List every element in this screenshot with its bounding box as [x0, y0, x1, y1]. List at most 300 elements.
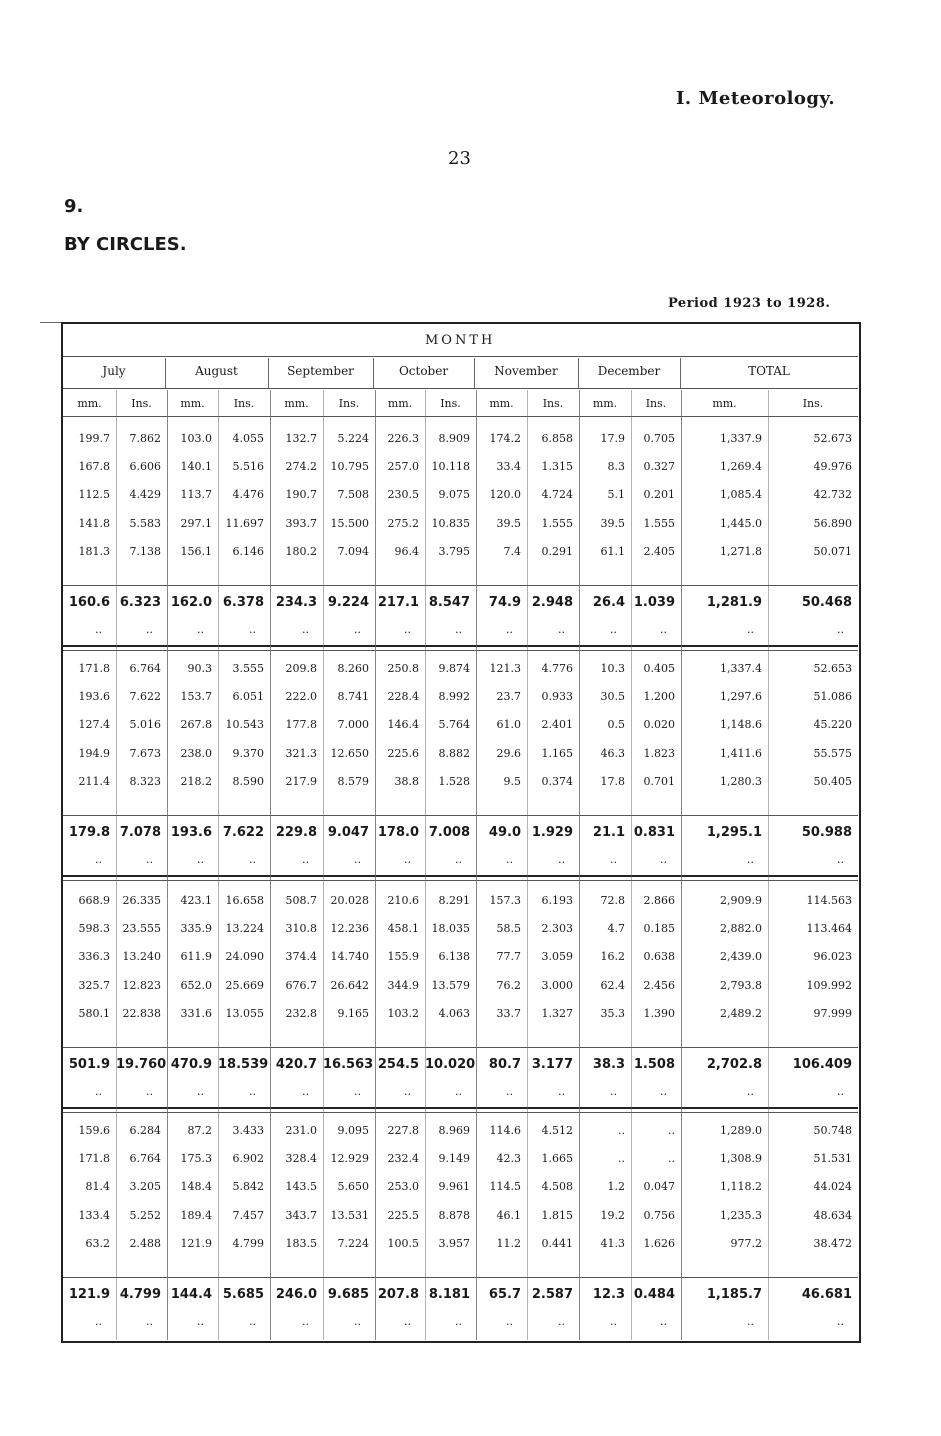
table-cell-g0r0c8: 174.2 — [489, 432, 521, 445]
table-cell-g1r4c12: 1,280.3 — [720, 774, 762, 788]
table-cell-g1r1c12: 1,297.6 — [720, 690, 762, 704]
table-cell-g3r0c7: 8.969 — [438, 1124, 470, 1137]
mean-cell-g2c0: 501.9 — [68, 1057, 110, 1072]
table-cell-g2r0c6: 210.6 — [387, 894, 419, 907]
mean-cell-g0c6: 217.1 — [377, 595, 419, 610]
table-cell-g1r4c4: 217.9 — [285, 774, 317, 788]
mean-cell-g3c5: 9.685 — [327, 1287, 369, 1302]
table-cell-g1r1c2: 153.7 — [180, 690, 212, 704]
dots-cell-g3c6: .. — [404, 1315, 411, 1328]
table-cell-g2r3c1: 12.823 — [122, 978, 161, 992]
table-cell-g2r4c12: 2,489.2 — [720, 1006, 762, 1020]
table-cell-g0r4c0: 181.3 — [78, 544, 110, 558]
table-cell-g3r1c12: 1,308.9 — [720, 1152, 762, 1166]
month-header-4: November — [494, 364, 558, 378]
table-cell-g2r3c2: 652.0 — [180, 978, 212, 992]
unit-header-6: mm. — [387, 397, 413, 410]
dots-cell-g0c3: .. — [249, 623, 256, 636]
mean-cell-g3c13: 46.681 — [801, 1287, 852, 1302]
mean-cell-g1c10: 21.1 — [592, 825, 625, 840]
table-cell-g2r2c3: 24.090 — [225, 950, 264, 964]
table-cell-g1r0c0: 171.8 — [78, 662, 110, 675]
table-cell-g3r1c1: 6.764 — [129, 1152, 161, 1166]
table-cell-g0r3c8: 39.5 — [496, 516, 521, 530]
mean-cell-g2c12: 2,702.8 — [706, 1057, 762, 1072]
dots-cell-g2c3: .. — [249, 1085, 256, 1098]
dots-cell-g3c10: .. — [610, 1315, 617, 1328]
table-cell-g0r3c11: 1.555 — [643, 516, 675, 530]
mean-cell-g1c7: 7.008 — [428, 825, 470, 840]
header-rule — [63, 388, 858, 389]
mean-cell-g1c6: 178.0 — [377, 825, 419, 840]
table-cell-g2r4c2: 331.6 — [180, 1006, 212, 1020]
table-cell-g0r2c0: 112.5 — [78, 488, 110, 502]
column-rule — [527, 390, 528, 1340]
table-cell-g3r2c5: 5.650 — [337, 1180, 369, 1194]
table-cell-g2r1c6: 458.1 — [387, 922, 419, 936]
table-cell-g0r4c6: 96.4 — [394, 544, 419, 558]
table-cell-g0r1c8: 33.4 — [496, 460, 521, 474]
mean-cell-g0c7: 8.547 — [428, 595, 470, 610]
table-cell-g3r0c5: 9.095 — [337, 1124, 369, 1137]
table-cell-g2r3c3: 25.669 — [225, 978, 264, 992]
group-divider — [63, 875, 858, 877]
month-header-1: August — [195, 364, 238, 378]
table-cell-g2r2c8: 77.7 — [496, 950, 521, 964]
mean-cell-g3c3: 5.685 — [222, 1287, 264, 1302]
table-cell-g3r2c11: 0.047 — [643, 1180, 675, 1194]
dots-cell-g2c8: .. — [506, 1085, 513, 1098]
table-cell-g3r1c13: 51.531 — [813, 1152, 852, 1166]
table-cell-g3r4c9: 0.441 — [541, 1236, 573, 1250]
mean-cell-g1c5: 9.047 — [327, 825, 369, 840]
table-cell-g3r3c10: 19.2 — [600, 1208, 625, 1222]
table-cell-g1r2c6: 146.4 — [387, 718, 419, 732]
column-rule — [270, 390, 271, 1340]
table-cell-g0r4c2: 156.1 — [180, 544, 212, 558]
unit-header-4: mm. — [284, 397, 309, 410]
table-cell-g2r1c12: 2,882.0 — [720, 922, 762, 936]
table-cell-g3r1c10: .. — [618, 1152, 625, 1166]
dots-cell-g0c13: .. — [837, 623, 844, 636]
table-cell-g0r0c1: 7.862 — [129, 432, 161, 445]
table-cell-g2r4c13: 97.999 — [813, 1006, 852, 1020]
table-cell-g2r1c0: 598.3 — [78, 922, 110, 936]
table-cell-g1r2c5: 7.000 — [337, 718, 369, 732]
table-cell-g2r4c6: 103.2 — [387, 1006, 419, 1020]
table-cell-g3r3c0: 133.4 — [78, 1208, 110, 1222]
table-cell-g0r0c4: 132.7 — [285, 432, 317, 445]
table-cell-g1r1c3: 6.051 — [232, 690, 264, 704]
mean-cell-g3c4: 246.0 — [275, 1287, 317, 1302]
mean-cell-g1c8: 49.0 — [488, 825, 521, 840]
table-cell-g2r3c8: 76.2 — [496, 978, 521, 992]
table-cell-g3r2c13: 44.024 — [813, 1180, 852, 1194]
table-cell-g2r1c9: 2.303 — [541, 922, 573, 936]
table-cell-g2r0c10: 72.8 — [600, 894, 625, 907]
table-cell-g1r4c0: 211.4 — [78, 774, 110, 788]
table-cell-g1r3c10: 46.3 — [600, 746, 625, 760]
unit-header-2: mm. — [180, 397, 205, 410]
mean-cell-g0c4: 234.3 — [275, 595, 317, 610]
table-cell-g2r4c11: 1.390 — [643, 1006, 675, 1020]
dots-cell-g0c11: .. — [660, 623, 667, 636]
table-cell-g0r3c0: 141.8 — [78, 516, 110, 530]
table-cell-g2r0c2: 423.1 — [180, 894, 212, 907]
column-rule — [375, 390, 376, 1340]
month-divider — [474, 358, 475, 388]
dots-cell-g0c10: .. — [610, 623, 617, 636]
table-cell-g1r4c10: 17.8 — [600, 774, 625, 788]
table-cell-g2r2c12: 2,439.0 — [720, 950, 762, 964]
table-cell-g0r1c0: 167.8 — [78, 460, 110, 474]
table-cell-g3r3c13: 48.634 — [813, 1208, 852, 1222]
table-cell-g0r0c0: 199.7 — [78, 432, 110, 445]
table-cell-g1r1c9: 0.933 — [541, 690, 573, 704]
dots-cell-g0c2: .. — [197, 623, 204, 636]
dots-cell-g1c0: .. — [95, 853, 102, 866]
unit-header-11: Ins. — [645, 397, 667, 410]
column-rule — [768, 390, 769, 1340]
table-cell-g3r4c5: 7.224 — [337, 1236, 369, 1250]
table-cell-g2r2c5: 14.740 — [330, 950, 369, 964]
table-cell-g1r1c6: 228.4 — [387, 690, 419, 704]
table-cell-g2r1c13: 113.464 — [806, 922, 852, 936]
dots-cell-g2c7: .. — [455, 1085, 462, 1098]
table-cell-g0r0c2: 103.0 — [180, 432, 212, 445]
table-cell-g3r1c3: 6.902 — [232, 1152, 264, 1166]
dots-cell-g0c0: .. — [95, 623, 102, 636]
table-cell-g0r4c11: 2.405 — [643, 544, 675, 558]
table-cell-g3r3c2: 189.4 — [180, 1208, 212, 1222]
table-cell-g3r1c11: .. — [668, 1152, 675, 1166]
table-cell-g0r3c9: 1.555 — [541, 516, 573, 530]
table-cell-g2r3c10: 62.4 — [600, 978, 625, 992]
table-cell-g2r2c13: 96.023 — [813, 950, 852, 964]
table-cell-g1r4c11: 0.701 — [643, 774, 675, 788]
table-cell-g0r4c3: 6.146 — [232, 544, 264, 558]
table-cell-g2r3c7: 13.579 — [431, 978, 470, 992]
table-cell-g0r2c11: 0.201 — [643, 488, 675, 502]
dots-cell-g1c3: .. — [249, 853, 256, 866]
mean-cell-g1c4: 229.8 — [275, 825, 317, 840]
table-cell-g2r3c6: 344.9 — [387, 978, 419, 992]
mean-cell-g3c10: 12.3 — [592, 1287, 625, 1302]
table-cell-g2r2c7: 6.138 — [438, 950, 470, 964]
table-cell-g2r0c13: 114.563 — [806, 894, 852, 907]
table-cell-g2r1c2: 335.9 — [180, 922, 212, 936]
table-cell-g0r3c12: 1,445.0 — [720, 516, 762, 530]
table-cell-g2r1c3: 13.224 — [225, 922, 264, 936]
dots-cell-g1c7: .. — [455, 853, 462, 866]
mean-cell-g3c8: 65.7 — [488, 1287, 521, 1302]
table-cell-g0r3c4: 393.7 — [285, 516, 317, 530]
table-cell-g0r3c7: 10.835 — [431, 516, 470, 530]
table-cell-g3r3c7: 8.878 — [438, 1208, 470, 1222]
table-cell-g0r1c11: 0.327 — [643, 460, 675, 474]
table-cell-g1r3c13: 55.575 — [813, 746, 852, 760]
table-cell-g3r4c4: 183.5 — [285, 1236, 317, 1250]
mean-cell-g2c4: 420.7 — [275, 1057, 317, 1072]
table-cell-g0r3c13: 56.890 — [813, 516, 852, 530]
table-cell-g2r4c0: 580.1 — [78, 1006, 110, 1020]
table-cell-g2r1c5: 12.236 — [330, 922, 369, 936]
table-cell-g0r2c1: 4.429 — [129, 488, 161, 502]
table-cell-g0r1c13: 49.976 — [813, 460, 852, 474]
table-cell-g0r2c6: 230.5 — [387, 488, 419, 502]
table-cell-g1r0c2: 90.3 — [187, 662, 212, 675]
mean-cell-g3c9: 2.587 — [531, 1287, 573, 1302]
table-cell-g2r4c4: 232.8 — [285, 1006, 317, 1020]
table-cell-g3r4c1: 2.488 — [129, 1236, 161, 1250]
table-cell-g0r1c10: 8.3 — [607, 460, 625, 474]
table-cell-g1r1c13: 51.086 — [813, 690, 852, 704]
mean-separator — [63, 815, 858, 816]
table-cell-g2r2c9: 3.059 — [541, 950, 573, 964]
mean-cell-g0c5: 9.224 — [327, 595, 369, 610]
mean-cell-g1c11: 0.831 — [633, 825, 675, 840]
table-cell-g0r0c9: 6.858 — [541, 432, 573, 445]
dots-cell-g2c4: .. — [302, 1085, 309, 1098]
mean-cell-g2c7: 10.020 — [425, 1057, 476, 1072]
mean-cell-g1c9: 1.929 — [531, 825, 573, 840]
dots-cell-g1c1: .. — [146, 853, 153, 866]
table-cell-g3r4c3: 4.799 — [232, 1236, 264, 1250]
dots-cell-g0c6: .. — [404, 623, 411, 636]
table-cell-g0r0c13: 52.673 — [813, 432, 852, 445]
dots-cell-g1c6: .. — [404, 853, 411, 866]
table-cell-g0r2c10: 5.1 — [607, 488, 625, 502]
table-cell-g0r1c6: 257.0 — [387, 460, 419, 474]
table-cell-g3r4c0: 63.2 — [85, 1236, 110, 1250]
table-cell-g2r1c10: 4.7 — [607, 922, 625, 936]
table-cell-g3r1c2: 175.3 — [180, 1152, 212, 1166]
table-cell-g1r2c8: 61.0 — [496, 718, 521, 732]
mean-cell-g2c5: 16.563 — [323, 1057, 374, 1072]
month-header-2: September — [287, 364, 354, 378]
unit-header-13: Ins. — [802, 397, 824, 410]
table-cell-g1r2c7: 5.764 — [438, 718, 470, 732]
column-rule — [218, 390, 219, 1340]
table-cell-g1r3c1: 7.673 — [129, 746, 161, 760]
dots-cell-g2c2: .. — [197, 1085, 204, 1098]
table-cell-g1r4c3: 8.590 — [232, 774, 264, 788]
table-cell-g2r3c0: 325.7 — [78, 978, 110, 992]
table-cell-g2r3c9: 3.000 — [541, 978, 573, 992]
table-cell-g3r3c9: 1.815 — [541, 1208, 573, 1222]
table-cell-g3r1c8: 42.3 — [496, 1152, 521, 1166]
mean-cell-g2c3: 18.539 — [218, 1057, 269, 1072]
table-cell-g3r1c9: 1.665 — [541, 1152, 573, 1166]
dots-cell-g2c11: .. — [660, 1085, 667, 1098]
table-cell-g0r4c12: 1,271.8 — [720, 544, 762, 558]
dots-cell-g3c1: .. — [146, 1315, 153, 1328]
column-rule — [681, 390, 682, 1340]
table-cell-g3r2c4: 143.5 — [285, 1180, 317, 1194]
unit-header-8: mm. — [489, 397, 514, 410]
table-cell-g0r4c1: 7.138 — [129, 544, 161, 558]
table-cell-g2r2c0: 336.3 — [78, 950, 110, 964]
mean-cell-g1c12: 1,295.1 — [706, 825, 762, 840]
table-cell-g3r0c0: 159.6 — [78, 1124, 110, 1137]
table-cell-g3r3c11: 0.756 — [643, 1208, 675, 1222]
table-cell-g3r4c7: 3.957 — [438, 1236, 470, 1250]
mean-cell-g1c3: 7.622 — [222, 825, 264, 840]
table-cell-g3r2c12: 1,118.2 — [720, 1180, 762, 1194]
table-cell-g2r4c3: 13.055 — [225, 1006, 264, 1020]
dots-cell-g3c9: .. — [558, 1315, 565, 1328]
table-cell-g1r2c12: 1,148.6 — [720, 718, 762, 732]
dots-cell-g3c5: .. — [354, 1315, 361, 1328]
month-divider — [680, 358, 681, 388]
mean-cell-g0c10: 26.4 — [592, 595, 625, 610]
dots-cell-g3c13: .. — [837, 1315, 844, 1328]
month-header-3: October — [398, 364, 449, 378]
column-rule — [631, 390, 632, 1340]
table-cell-g1r4c1: 8.323 — [129, 774, 161, 788]
mean-cell-g0c2: 162.0 — [170, 595, 212, 610]
table-cell-g0r2c7: 9.075 — [438, 488, 470, 502]
table-cell-g3r0c11: .. — [668, 1124, 675, 1137]
dots-cell-g1c12: .. — [747, 853, 754, 866]
table-cell-g3r0c13: 50.748 — [813, 1124, 852, 1137]
table-cell-g1r0c6: 250.8 — [387, 662, 419, 675]
table-cell-g3r4c10: 41.3 — [600, 1236, 625, 1250]
table-cell-g1r1c7: 8.992 — [438, 690, 470, 704]
table-cell-g3r1c0: 171.8 — [78, 1152, 110, 1166]
table-cell-g1r2c4: 177.8 — [285, 718, 317, 732]
table-cell-g2r3c4: 676.7 — [285, 978, 317, 992]
table-cell-g3r2c7: 9.961 — [438, 1180, 470, 1194]
table-cell-g3r2c8: 114.5 — [489, 1180, 521, 1194]
table-cell-g3r0c4: 231.0 — [285, 1124, 317, 1137]
mean-cell-g2c9: 3.177 — [531, 1057, 573, 1072]
mean-cell-g3c12: 1,185.7 — [706, 1287, 762, 1302]
mean-cell-g2c2: 470.9 — [170, 1057, 212, 1072]
table-cell-g3r1c6: 232.4 — [387, 1152, 419, 1166]
unit-header-0: mm. — [77, 397, 102, 410]
header-rule — [63, 416, 858, 417]
mean-cell-g3c0: 121.9 — [68, 1287, 110, 1302]
table-cell-g0r0c10: 17.9 — [600, 432, 625, 445]
dots-cell-g2c0: .. — [95, 1085, 102, 1098]
table-cell-g1r3c11: 1.823 — [643, 746, 675, 760]
dots-cell-g2c12: .. — [747, 1085, 754, 1098]
dots-cell-g2c9: .. — [558, 1085, 565, 1098]
table-cell-g1r4c7: 1.528 — [438, 774, 470, 788]
table-cell-g1r0c7: 9.874 — [438, 662, 470, 675]
table-cell-g1r2c3: 10.543 — [225, 718, 264, 732]
table-cell-g1r3c9: 1.165 — [541, 746, 573, 760]
unit-header-12: mm. — [712, 397, 737, 410]
dots-cell-g2c5: .. — [354, 1085, 361, 1098]
dots-cell-g3c2: .. — [197, 1315, 204, 1328]
table-cell-g2r0c7: 8.291 — [438, 894, 470, 907]
month-divider — [165, 358, 166, 388]
unit-header-3: Ins. — [233, 397, 255, 410]
table-cell-g3r1c4: 328.4 — [285, 1152, 317, 1166]
table-cell-g0r2c13: 42.732 — [813, 488, 852, 502]
table-cell-g1r0c9: 4.776 — [541, 662, 573, 675]
table-cell-g2r1c8: 58.5 — [496, 922, 521, 936]
mean-cell-g0c1: 6.323 — [119, 595, 161, 610]
table-cell-g3r1c5: 12.929 — [330, 1152, 369, 1166]
mean-cell-g1c13: 50.988 — [801, 825, 852, 840]
mean-cell-g1c2: 193.6 — [170, 825, 212, 840]
unit-header-5: Ins. — [338, 397, 360, 410]
table-cell-g1r1c0: 193.6 — [78, 690, 110, 704]
dots-cell-g3c12: .. — [747, 1315, 754, 1328]
mean-cell-g0c3: 6.378 — [222, 595, 264, 610]
mean-cell-g3c11: 0.484 — [633, 1287, 675, 1302]
table-cell-g0r2c2: 113.7 — [180, 488, 212, 502]
table-cell-g1r1c11: 1.200 — [643, 690, 675, 704]
table-cell-g1r3c2: 238.0 — [180, 746, 212, 760]
table-cell-g1r1c10: 30.5 — [600, 690, 625, 704]
dots-cell-g1c5: .. — [354, 853, 361, 866]
table-cell-g3r4c8: 11.2 — [496, 1236, 521, 1250]
table-cell-g1r3c4: 321.3 — [285, 746, 317, 760]
table-cell-g0r3c6: 275.2 — [387, 516, 419, 530]
column-rule — [425, 390, 426, 1340]
section-title: I. Meteorology. — [676, 88, 836, 109]
table-cell-g1r1c8: 23.7 — [496, 690, 521, 704]
dots-cell-g2c10: .. — [610, 1085, 617, 1098]
mean-cell-g3c2: 144.4 — [170, 1287, 212, 1302]
table-cell-g2r2c11: 0.638 — [643, 950, 675, 964]
mean-cell-g2c6: 254.5 — [377, 1057, 419, 1072]
table-cell-g2r0c4: 508.7 — [285, 894, 317, 907]
table-cell-g3r3c3: 7.457 — [232, 1208, 264, 1222]
table-number: 9. — [64, 196, 84, 217]
table-cell-g0r3c1: 5.583 — [129, 516, 161, 530]
table-cell-g2r1c4: 310.8 — [285, 922, 317, 936]
table-cell-g2r4c8: 33.7 — [496, 1006, 521, 1020]
table-cell-g2r2c2: 611.9 — [180, 950, 212, 964]
table-cell-g0r1c3: 5.516 — [232, 460, 264, 474]
table-cell-g2r0c1: 26.335 — [122, 894, 161, 907]
table-cell-g1r2c1: 5.016 — [129, 718, 161, 732]
dots-cell-g3c4: .. — [302, 1315, 309, 1328]
table-cell-g0r0c11: 0.705 — [643, 432, 675, 445]
month-super-header: MONTH — [425, 333, 496, 348]
table-cell-g1r3c6: 225.6 — [387, 746, 419, 760]
table-cell-g0r0c5: 5.224 — [337, 432, 369, 445]
table-cell-g3r0c12: 1,289.0 — [720, 1124, 762, 1137]
dots-cell-g1c10: .. — [610, 853, 617, 866]
table-cell-g0r2c9: 4.724 — [541, 488, 573, 502]
table-cell-g1r0c13: 52.653 — [813, 662, 852, 675]
period-label: Period 1923 to 1928. — [668, 296, 831, 311]
unit-header-9: Ins. — [542, 397, 564, 410]
table-cell-g0r1c5: 10.795 — [330, 460, 369, 474]
table-cell-g3r3c8: 46.1 — [496, 1208, 521, 1222]
table-cell-g2r2c6: 155.9 — [387, 950, 419, 964]
table-cell-g2r0c0: 668.9 — [78, 894, 110, 907]
table-cell-g1r2c0: 127.4 — [78, 718, 110, 732]
table-cell-g2r3c11: 2.456 — [643, 978, 675, 992]
table-cell-g0r3c2: 297.1 — [180, 516, 212, 530]
table-cell-g0r4c5: 7.094 — [337, 544, 369, 558]
table-cell-g3r4c6: 100.5 — [387, 1236, 419, 1250]
dots-cell-g2c1: .. — [146, 1085, 153, 1098]
mean-cell-g0c13: 50.468 — [801, 595, 852, 610]
column-rule — [323, 390, 324, 1340]
table-cell-g2r4c10: 35.3 — [600, 1006, 625, 1020]
mean-cell-g2c8: 80.7 — [488, 1057, 521, 1072]
table-cell-g3r4c12: 977.2 — [730, 1236, 762, 1250]
table-cell-g2r2c10: 16.2 — [600, 950, 625, 964]
